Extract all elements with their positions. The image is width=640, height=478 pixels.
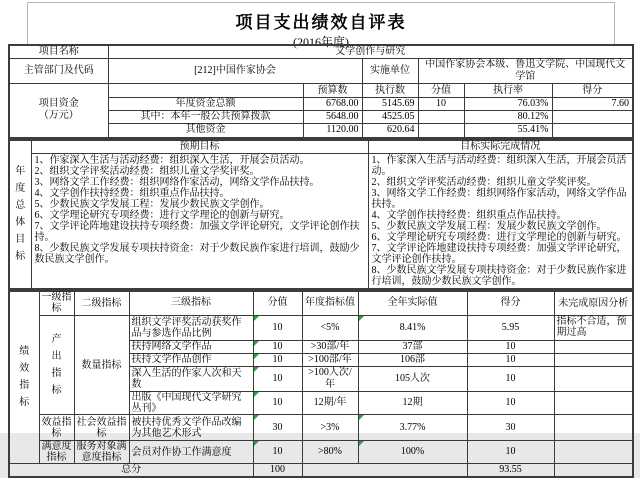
project-name-value-cell: 文学创作与研究 [108,45,633,59]
goal-item: 2、组织文学评奖活动经费：组织儿童文学奖评奖。 [35,166,365,177]
goal-item: 7、文学评论阵地建设扶持专项经费：加强文学评论研究，文学评论创作扶持。 [372,243,630,265]
indicators-side-label-cell [9,291,39,464]
goal-item: 8、少数民族文学发展专项扶持资金：对于少数民族作家进行培训，鼓励少数民族文学创作。 [35,243,365,265]
funding-points: 10 [418,98,464,111]
funding-score [552,124,633,138]
indicator-target: >3% [302,415,358,441]
funding-budget: 6768.00 [303,98,362,111]
indicator-reason: 指标不合适，预期过高 [554,316,633,341]
page-subtitle: (2016年度) [28,33,614,50]
indicator-reason [554,341,633,354]
indicator-target: 12期/年 [302,392,358,415]
goals-table [8,139,634,290]
indicator-points: 10 [253,367,302,392]
header-score: 得分 [467,291,554,316]
header-actual: 全年实际值 [358,291,467,316]
indicator-score: 10 [467,441,554,464]
goal-item: 6、文学理论研究专项经费：进行文学理论的创新与研究。 [35,210,365,221]
implement-unit-value-cell: 中国作家协会本级、鲁迅文学院、中国现代文学馆 [418,59,633,84]
level2-service-cell: 服务对象满意度指标 [74,441,129,464]
indicator-reason [554,415,633,441]
project-name-label-cell: 项目名称 [9,45,108,59]
indicator-reason [554,367,633,392]
indicator-score: 10 [467,367,554,392]
form-tables [8,44,632,478]
indicator-actual: 12期 [358,392,467,415]
indicator-actual: 8.41% [358,316,467,341]
indicator-points: 10 [253,354,302,367]
indicator-score: 10 [467,341,554,354]
goal-item: 4、文学创作扶持经费：组织重点作品扶持。 [372,210,630,221]
funding-header-budget: 预算数 [303,84,362,98]
funding-points [418,124,464,138]
goal-item: 6、文学理论研究专项经费：进行文学理论的创新与研究。 [372,232,630,243]
indicator-actual: 100% [358,441,467,464]
funding-score: 7.60 [552,98,633,111]
header-level3: 三级指标 [129,291,253,316]
indicator-level3: 扶持网络文学作品 [129,341,253,354]
level1-benefit-cell: 效益指标 [39,415,74,441]
goal-item: 1、作家深入生活与活动经费：组织深入生活，开展会员活动。 [35,155,365,166]
indicator-score: 30 [467,415,554,441]
indicator-reason [554,392,633,415]
goal-item: 7、文学评论阵地建设扶持专项经费：加强文学评论研究，文学评论创作扶持。 [35,221,365,243]
goal-item: 5、少数民族文学发展工程：发展少数民族文学创作。 [35,199,365,210]
indicator-level3: 深入生活的作家人次和天数 [129,367,253,392]
funding-header-score: 得分 [552,84,633,98]
funding-budget: 1120.00 [303,124,362,138]
funding-executed: 5145.69 [362,98,418,111]
level1-output-cell [39,316,74,415]
header-points: 分值 [253,291,302,316]
indicator-target: >80% [302,441,358,464]
header-reason: 未完成原因分析 [554,291,633,316]
funding-header-rate: 执行率 [464,84,552,98]
funding-executed: 4525.05 [362,111,418,124]
department-value-cell: [212]中国作家协会 [108,59,362,84]
funding-row-name: 其中：本年一般公共预算拨款 [108,111,303,124]
department-label-cell: 主管部门及代码 [9,59,108,84]
header-level2: 二级指标 [74,291,129,316]
indicator-reason [554,441,633,464]
actual-goals-list [368,153,633,289]
indicator-points: 10 [253,316,302,341]
indicator-actual: 3.77% [358,415,467,441]
indicator-score: 5.95 [467,316,554,341]
goal-item: 2、组织文学评奖活动经费：组织儿童文学奖评奖。 [372,177,630,188]
indicator-level3: 会员对作协工作满意度 [129,441,253,464]
indicator-points: 10 [253,392,302,415]
goal-item: 8、少数民族文学发展专项扶持资金：对于少数民族作家进行培训，鼓励少数民族文学创作。 [372,265,630,287]
funding-label-line1: 项目资金 [12,98,106,110]
indicator-target: >100部/年 [302,354,358,367]
funding-label-line2: （万元） [12,110,106,122]
funding-header-points: 分值 [418,84,464,98]
funding-rate: 80.12% [464,111,552,124]
indicators-table [8,290,634,478]
goal-item: 1、作家深入生活与活动经费：组织深入生活，开展会员活动。 [372,155,630,177]
level1-output-label: 产出指标 [51,331,63,399]
header-target: 年度指标值 [302,291,358,316]
info-funding-table [8,44,634,139]
goals-side-label: 年度总体目标 [14,163,26,265]
goal-item: 3、网络文学工作经费：组织网络作家活动，网络文学作品扶持。 [372,188,630,210]
total-empty-cell [302,464,467,478]
page-title: 项目支出绩效自评表 [28,8,614,33]
goal-item: 4、文学创作扶持经费：组织重点作品扶持。 [35,188,365,199]
total-reason-empty-cell [554,464,633,478]
funding-points [418,111,464,124]
indicator-level3: 被扶持优秀文学作品改编为其他艺术形式 [129,415,253,441]
funding-empty-cell [108,84,303,98]
funding-label-cell [9,84,108,138]
goal-item: 3、网络文学工作经费：组织网络作家活动，网络文学作品扶持。 [35,177,365,188]
funding-score [552,111,633,124]
indicator-actual: 105人次 [358,367,467,392]
title-block [27,2,615,44]
expected-goals-header: 预期目标 [31,140,368,154]
level2-quantity-cell: 数量指标 [74,316,129,415]
funding-header-executed: 执行数 [362,84,418,98]
funding-budget: 5648.00 [303,111,362,124]
funding-rate: 55.41% [464,124,552,138]
indicator-target: <5% [302,316,358,341]
funding-rate: 76.03% [464,98,552,111]
indicator-actual: 37部 [358,341,467,354]
indicator-points: 10 [253,341,302,354]
indicator-target: >100人次/年 [302,367,358,392]
total-label-cell: 总分 [9,464,253,478]
funding-executed: 620.64 [362,124,418,138]
header-level1: 一级指标 [39,291,74,316]
indicator-level3: 扶持文学作品创作 [129,354,253,367]
indicators-side-label: 绩效指标 [18,343,30,411]
indicator-target: >30部/年 [302,341,358,354]
expected-goals-list [31,153,368,289]
level2-social-cell: 社会效益指标 [74,415,129,441]
total-points-cell: 100 [253,464,302,478]
indicator-level3: 出版《中国现代文学研究丛刊》 [129,392,253,415]
actual-goals-header: 目标实际完成情况 [368,140,633,154]
indicator-reason [554,354,633,367]
total-score-cell: 93.55 [467,464,554,478]
goal-item: 5、少数民族文学发展工程：发展少数民族文学创作。 [372,221,630,232]
indicator-points: 30 [253,415,302,441]
level1-satisfaction-cell: 满意度指标 [39,441,74,464]
indicator-score: 10 [467,354,554,367]
indicator-points: 10 [253,441,302,464]
indicator-level3: 组织文学评奖活动获奖作品与参选作品比例 [129,316,253,341]
goals-side-label-cell [9,140,31,289]
funding-row-name: 其他资金 [108,124,303,138]
funding-row-name: 年度资金总额 [108,98,303,111]
indicator-actual: 106部 [358,354,467,367]
implement-unit-label-cell: 实施单位 [362,59,418,84]
indicator-score: 10 [467,392,554,415]
